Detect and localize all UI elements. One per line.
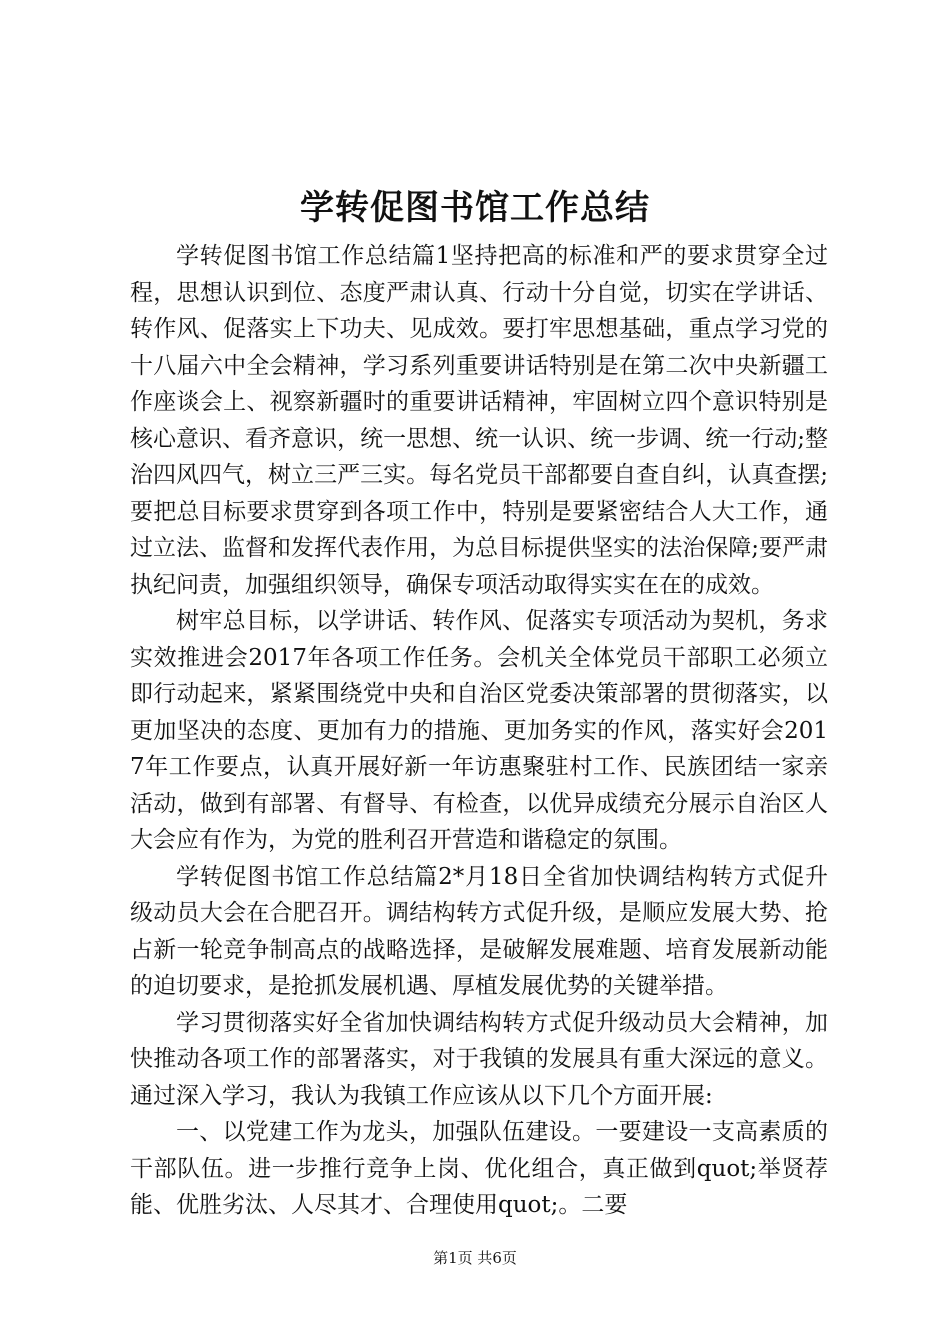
document-title: 学转促图书馆工作总结 bbox=[300, 188, 650, 228]
paragraph-1: 学转促图书馆工作总结篇1坚持把高的标准和严的要求贯穿全过程，思想认识到位、态度严肃认真、行动十分自觉，切实在学讲话、转作风、促落实上下功夫、见成效。要打牢思想基础，重点学习党的十八届六中全会精神，学习系列重要讲话特别是在第二次中央新疆工作座谈会上、视察新疆时的重要讲话精神，牢固树立四个意识特别是核心意识、看齐意识，统一思想、统一认识、统一步调、统一行动;整治四风四气，树立三严三实。每名党员干部都要自查自纠，认真查摆;要把总目标要求贯穿到各项工作中，特别是要紧密结合人大工作，通过立法、监督和发挥代表作用，为总目标提供坚实的法治保障;要严肃执纪问责，加强组织领导，确保专项活动取得实实在在的成效。 bbox=[130, 243, 828, 598]
paragraph-5: 一、以党建工作为龙头，加强队伍建设。一要建设一支高素质的干部队伍。进一步推行竞争上岗、优化组合，真正做到quot;举贤荐能、优胜劣汰、人尽其才、合理使用quot;。二要 bbox=[130, 1119, 828, 1218]
paragraph-2: 树牢总目标，以学讲话、转作风、促落实专项活动为契机，务求实效推进会2017年各项工作任务。会机关全体党员干部职工必须立即行动起来，紧紧围绕党中央和自治区党委决策部署的贯彻落实，以更加坚决的态度、更加有力的措施、更加务实的作风，落实好会2017年工作要点，认真开展好新一年访惠聚驻村工作、民族团结一家亲活动，做到有部署、有督导、有检查，以优异成绩充分展示自治区人大会应有作为，为党的胜利召开营造和谐稳定的氛围。 bbox=[130, 608, 828, 853]
page-number-footer: 第1页 共6页 bbox=[433, 1249, 517, 1267]
document-body bbox=[130, 238, 828, 1224]
paragraph-3: 学转促图书馆工作总结篇2*月18日全省加快调结构转方式促升级动员大会在合肥召开。调结构转方式促升级，是顺应发展大势、抢占新一轮竞争制高点的战略选择，是破解发展难题、培育发展新动能的迫切要求，是抢抓发展机遇、厚植发展优势的关键举措。 bbox=[130, 863, 828, 999]
paragraph-4: 学习贯彻落实好全省加快调结构转方式促升级动员大会精神，加快推动各项工作的部署落实，对于我镇的发展具有重大深远的意义。通过深入学习，我认为我镇工作应该从以下几个方面开展: bbox=[130, 1009, 828, 1109]
